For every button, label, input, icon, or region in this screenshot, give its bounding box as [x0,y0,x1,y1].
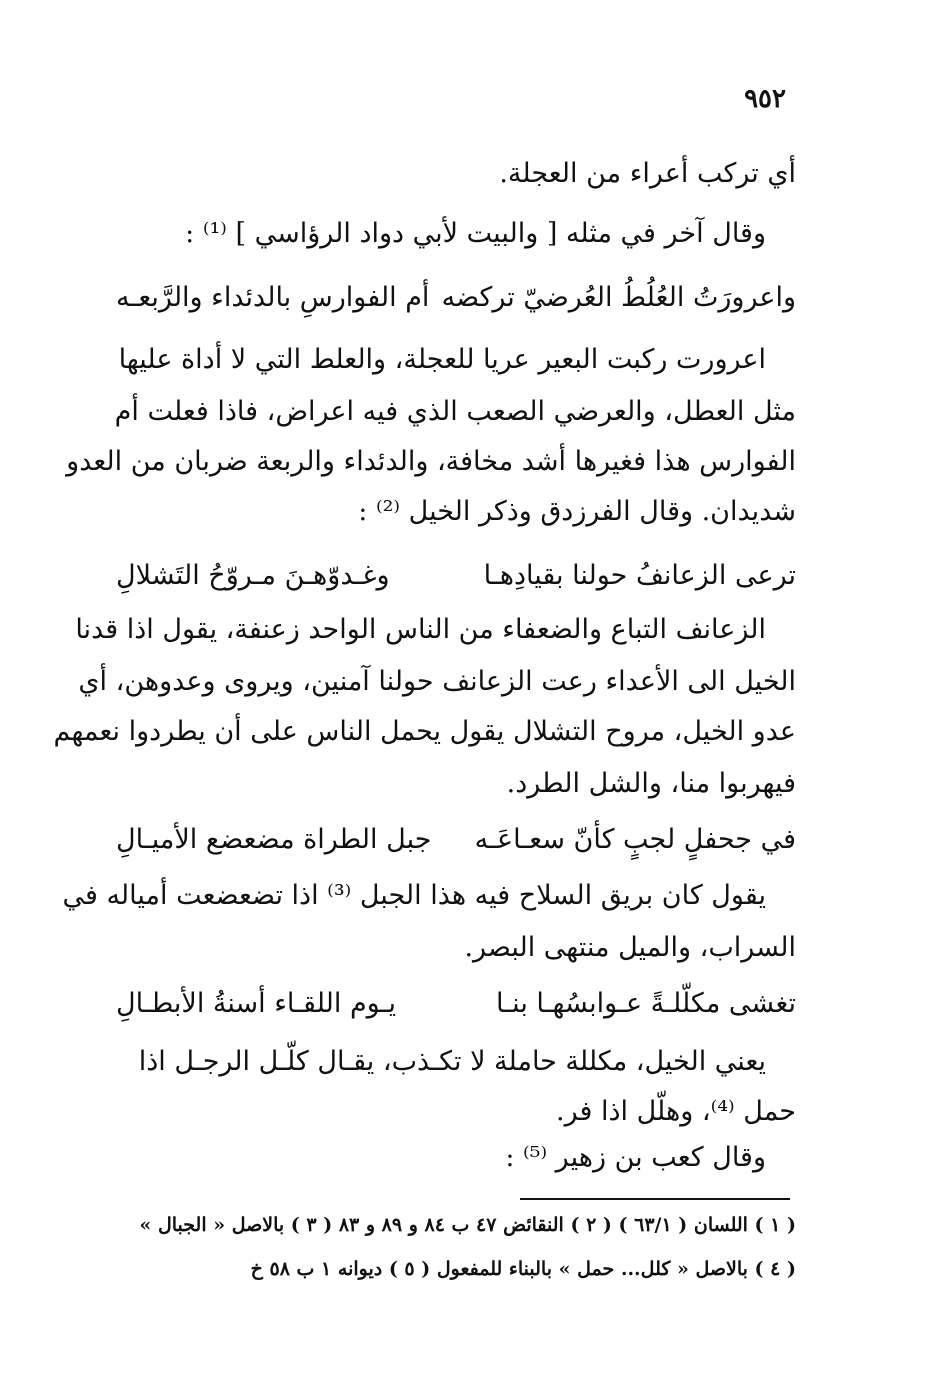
footnote-line: ( ١ ) اللسان ( ٦٣/١ ) ( ٢ ) النقائض ٤٧ ب ٨٤ و ٨٩ و ٨٣ ( ٣ ) بالاصل « الجبال » [139,1214,796,1236]
text-line: شديدان. وقال الفرزدق وذكر الخيل ⁽²⁾ : [358,496,796,527]
text-line: وقال آخر في مثله [ والبيت لأبي دواد الرؤاسي ] ⁽¹⁾ : [185,218,766,249]
text-line: حمل ⁽⁴⁾، وهلّل اذا فر. [556,1096,796,1127]
verse-hemistich-first: واعرورَتُ العُلُطُ العُرضيّ تركضه [441,282,796,313]
verse-hemistich-second: أم الفوارسِ بالدئداء والرَّبعـه [116,282,430,313]
text-line: اعرورت ركبت البعير عريا للعجلة، والعلط التي لا أداة عليها [118,344,766,375]
text-line: السراب، والميل منتهى البصر. [464,932,796,963]
text-line: فيهربوا منا، والشل الطرد. [506,768,796,799]
text-line: الخيل الى الأعداء رعت الزعانف حولنا آمنين، ويروى وعدوهن، أي [78,666,796,697]
footnote-divider [520,1198,790,1200]
poem-verse [116,988,796,1019]
verse-hemistich-second: يـوم اللقـاء أسنةُ الأبطـالِ [116,988,397,1019]
poem-verse [116,824,796,855]
footnote-line: ( ٤ ) بالاصل « كلل... حمل » بالبناء للمفعول ( ٥ ) ديوانه ١ ب ٥٨ خ [250,1258,796,1280]
poem-verse [116,282,796,313]
text-line: أي تركب أعراء من العجلة. [499,158,796,189]
text-line: عدو الخيل، مروح التشلال يقول يحمل الناس على أن يطردوا نعمهم [53,716,796,747]
poem-verse [116,560,796,591]
page-number: ٩٥٢ [744,84,786,114]
text-line: مثل العطل، والعرضي الصعب الذي فيه اعراض، فاذا فعلت أم [114,396,796,427]
text-line: الفوارس هذا فغيرها أشد مخافة، والدئداء والربعة ضربان من العدو [66,446,796,477]
text-line: وقال كعب بن زهير ⁽⁵⁾ : [505,1142,766,1173]
verse-hemistich-first: ترعى الزعانفُ حولنا بقيادِهـا [483,560,796,591]
text-line: يعني الخيل، مكللة حاملة لا تكـذب، يقـال كلّـل الرجـل اذا [138,1046,766,1077]
verse-hemistich-first: في جحفلٍ لجبٍ كأنّ سعـاعَـه [474,824,796,855]
verse-hemistich-second: وغـدوّهـنَ مـروّحُ التَشلالِ [116,560,390,591]
verse-hemistich-first: تغشى مكلّلـةً عـوابسُهـا بنـا [496,988,796,1019]
text-line: يقول كان بريق السلاح فيه هذا الجبل ⁽³⁾ اذا تضعضعت أمياله في [62,880,766,911]
verse-hemistich-second: جبل الطراة مضعضع الأميـالِ [116,824,432,855]
text-line: الزعانف التباع والضعفاء من الناس الواحد زعنفة، يقول اذا قدنا [75,614,766,645]
